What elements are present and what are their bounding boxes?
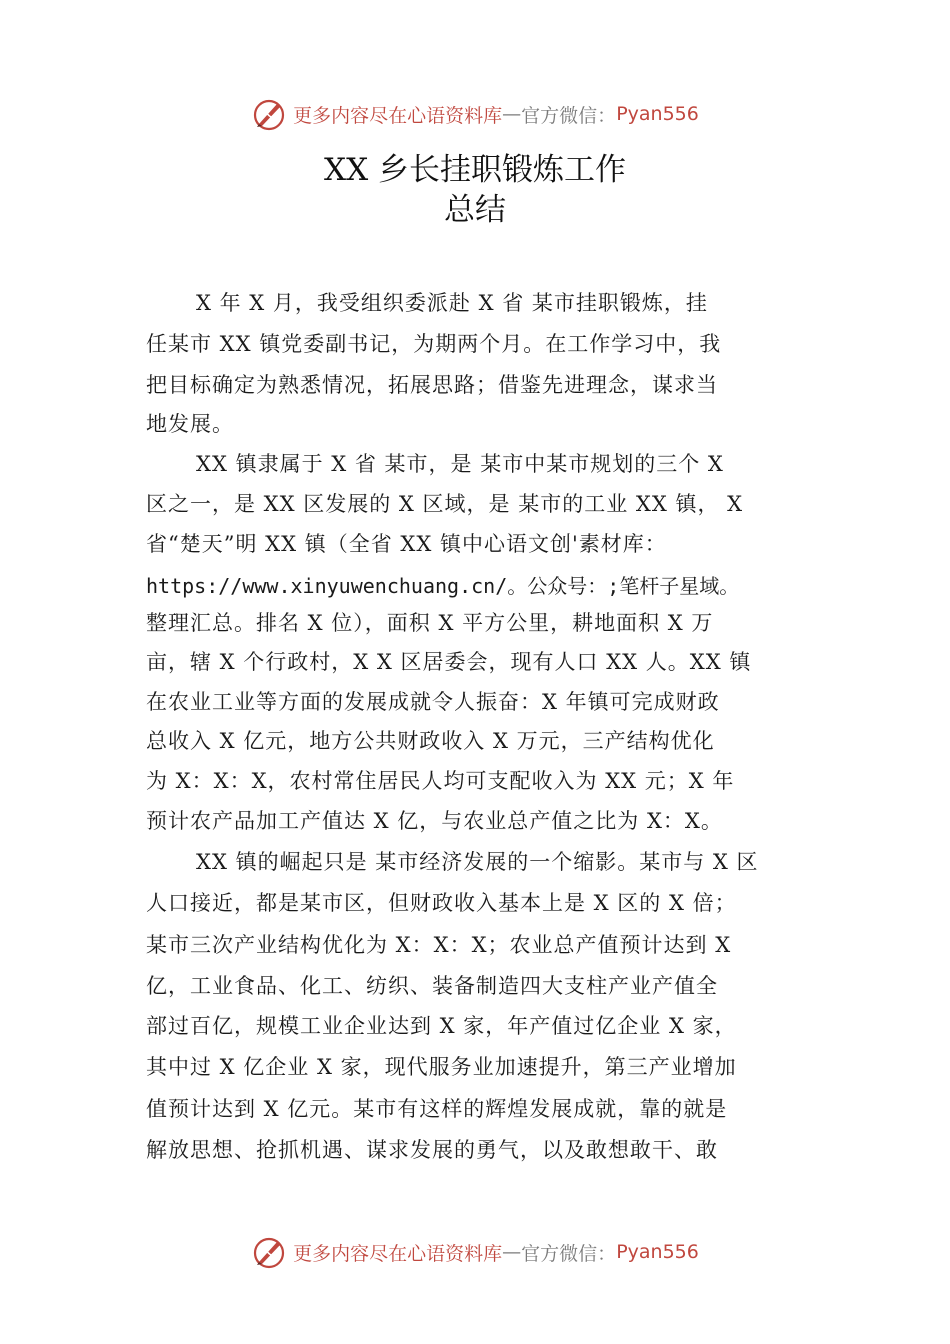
body-line: X 年 X 月，我受组织委派赴 X 省 某市挂职锻炼，挂 xyxy=(196,291,708,315)
body-line: XX 镇隶属于 X 省 某市，是 某市中某市规划的三个 X xyxy=(196,452,724,476)
title-line-1: XX 乡长挂职锻炼工作 xyxy=(324,152,626,188)
pen-logo-icon xyxy=(251,96,287,132)
body-line: 值预计达到 X 亿元。某市有这样的辉煌发展成就，靠的就是 xyxy=(146,1097,728,1121)
header-wechat-id: Pyan556 xyxy=(616,103,699,125)
body-line: XX 镇的崛起只是 某市经济发展的一个缩影。某市与 X 区 xyxy=(196,850,759,874)
body-line: 任某市 XX 镇党委副书记，为期两个月。在工作学习中，我 xyxy=(146,332,722,356)
body-line: 地发展。 xyxy=(146,412,234,436)
header-watermark xyxy=(0,94,950,134)
body-line: 预计农产品加工产值达 X 亿，与农业总产值之比为 X：X。 xyxy=(146,809,723,833)
body-line: 区之一，是 XX 区发展的 X 区域，是 某市的工业 XX 镇， X xyxy=(146,492,744,516)
header-dash: — xyxy=(502,103,522,125)
footer-watermark xyxy=(0,1232,950,1272)
body-line: 亿，工业食品、化工、纺织、装备制造四大支柱产业产值全 xyxy=(146,974,718,998)
body-line: 总收入 X 亿元，地方公共财政收入 X 万元，三产结构优化 xyxy=(146,729,715,753)
document-title xyxy=(0,150,950,230)
body-line: 把目标确定为熟悉情况，拓展思路；借鉴先进理念，谋求当 xyxy=(146,373,718,397)
pen-logo-icon xyxy=(251,1234,287,1270)
body-line: 某市三次产业结构优化为 X：X：X；农业总产值预计达到 X xyxy=(146,933,732,957)
body-line: 部过百亿，规模工业企业达到 X 家，年产值过亿企业 X 家， xyxy=(146,1014,737,1038)
title-line-2: 总结 xyxy=(444,192,506,228)
body-line: https://www.xinyuwenchuang.cn/。公众号：;笔杆子星域。 xyxy=(146,574,740,598)
footer-brand: 更多内容尽在心语资料库 xyxy=(293,1242,503,1265)
body-line: 整理汇总。排名 X 位），面积 X 平方公里，耕地面积 X 万 xyxy=(146,611,714,635)
body-line: 亩，辖 X 个行政村，X X 区居委会，现有人口 XX 人。XX 镇 xyxy=(146,650,752,674)
body-line: 人口接近，都是某市区，但财政收入基本上是 X 区的 X 倍； xyxy=(146,891,737,915)
header-wechat-label: 官方微信： xyxy=(521,104,617,127)
footer-wechat-label: 官方微信： xyxy=(521,1242,617,1265)
body-line: 其中过 X 亿企业 X 家，现代服务业加速提升，第三产业增加 xyxy=(146,1055,737,1079)
body-line: 解放思想、抢抓机遇、谋求发展的勇气，以及敢想敢干、敢 xyxy=(146,1138,718,1162)
header-brand: 更多内容尽在心语资料库 xyxy=(293,104,503,127)
footer-dash: — xyxy=(502,1241,522,1263)
body-line: 在农业工业等方面的发展成就令人振奋：X 年镇可完成财政 xyxy=(146,690,720,714)
footer-wechat-id: Pyan556 xyxy=(616,1241,699,1263)
body-line: 省“楚天”明 XX 镇（全省 XX 镇中心语文创'素材库： xyxy=(146,532,667,556)
body-line: 为 X：X：X，农村常住居民人均可支配收入为 XX 元；X 年 xyxy=(146,769,735,793)
